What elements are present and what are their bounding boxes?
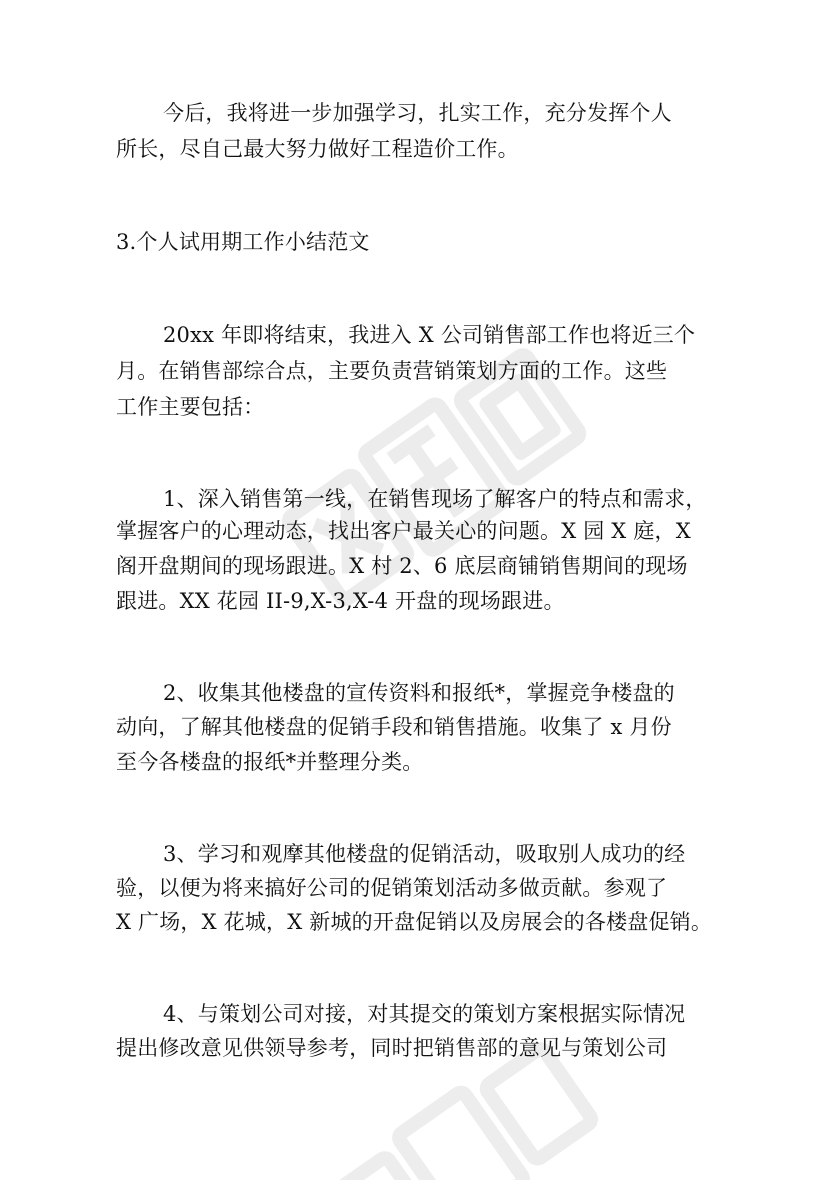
paragraph-4-line-2: 掌握客户的心理动态，找出客户最关心的问题。X 园 X 庭，X: [116, 519, 691, 543]
paragraph-5-line-1: 2、收集其他楼盘的宣传资料和报纸*，掌握竞争楼盘的: [163, 681, 675, 705]
paragraph-5-line-3: 至今各楼盘的报纸*并整理分类。: [116, 750, 424, 774]
paragraph-4-line-1: 1、深入销售第一线，在销售现场了解客户的特点和需求，: [163, 487, 707, 511]
paragraph-6-line-2: 验，以便为将来搞好公司的促销策划活动多做贡献。参观了: [116, 876, 668, 900]
paragraph-7-line-2: 提出修改意见供领导参考，同时把销售部的意见与策划公司: [116, 1036, 668, 1060]
paragraph-4-line-4: 跟进。XX 花园 II-9,X-3,X-4 开盘的现场跟进。: [116, 589, 565, 613]
paragraph-1-line-2: 所长，尽自己最大努力做好工程造价工作。: [116, 137, 519, 161]
paragraph-3-line-3: 工作主要包括：: [116, 395, 265, 419]
section-heading: 3.个人试用期工作小结范文: [116, 230, 370, 254]
paragraph-1-line-1: 今后，我将进一步加强学习，扎实工作，充分发挥个人: [163, 101, 672, 125]
paragraph-3-line-1: 20xx 年即将结束，我进入 X 公司销售部工作也将近三个: [163, 323, 696, 347]
paragraph-3-line-2: 月。在销售部综合点，主要负责营销策划方面的工作。这些: [116, 359, 668, 383]
paragraph-5-line-2: 动向，了解其他楼盘的促销手段和销售措施。收集了 x 月份: [116, 715, 672, 739]
paragraph-6-line-3: X 广场，X 花城，X 新城的开盘促销以及房展会的各楼盘促销。: [116, 910, 713, 934]
paragraph-6-line-1: 3、学习和观摩其他楼盘的促销活动，吸取别人成功的经: [163, 842, 686, 866]
paragraph-7-line-1: 4、与策划公司对接，对其提交的策划方案根据实际情况: [163, 1002, 686, 1026]
paragraph-4-line-3: 阁开盘期间的现场跟进。X 村 2、6 底层商铺销售期间的现场: [116, 554, 688, 578]
